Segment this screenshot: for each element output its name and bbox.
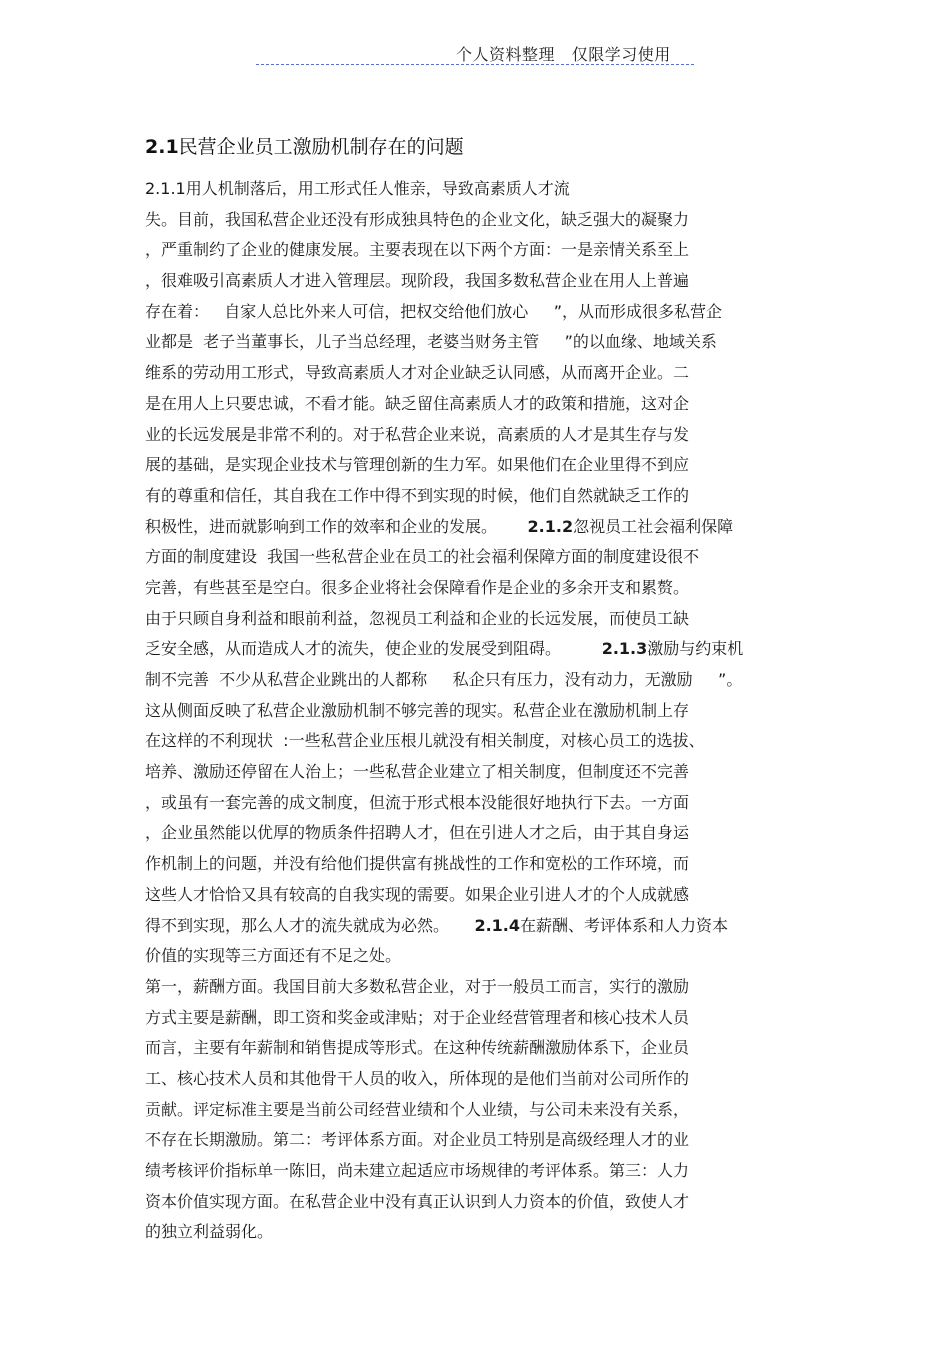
text-line: 价值的实现等三方面还有不足之处。 xyxy=(145,946,402,966)
text-line: 的独立利益弱化。 xyxy=(145,1222,274,1242)
text-line: ，很难吸引高素质人才进入管理层。现阶段，我国多数私营企业在用人上普遍 xyxy=(145,271,690,291)
text-line: 这从侧面反映了私营企业激励机制不够完善的现实。私营企业在激励机制上存 xyxy=(145,700,690,720)
document-body xyxy=(145,174,743,1248)
text-line: 绩考核评价指标单一陈旧，尚未建立起适应市场规律的考评体系。第三：人力 xyxy=(145,1161,690,1180)
text-line: 这些人才恰恰又具有较高的自我实现的需要。如果企业引进人才的个人成就感 xyxy=(145,884,690,904)
text-line: 存在着： 自家人总比外来人可信，把权交给他们放心 ”，从而形成很多私营企 xyxy=(145,301,722,321)
section-title xyxy=(145,132,464,159)
subsection-heading: 忽视员工社会福利保障 xyxy=(573,516,734,536)
text-line: ，严重制约了企业的健康发展。主要表现在以下两个方面：一是亲情关系至上 xyxy=(145,240,690,260)
text-line xyxy=(145,634,743,665)
text-line: 维系的劳动用工形式，导致高素质人才对企业缺乏认同感，从而离开企业。二 xyxy=(145,363,690,383)
text-line: 完善，有些甚至是空白。很多企业将社会保障看作是企业的多余开支和累赘。 xyxy=(145,577,690,597)
text-line: 工、核心技术人员和其他骨干人员的收入，所体现的是他们当前对公司所作的 xyxy=(145,1068,690,1088)
text-line: 由于只顾自身利益和眼前利益，忽视员工利益和企业的长远发展，而使员工缺 xyxy=(145,608,690,628)
text-line: 作机制上的问题，并没有给他们提供富有挑战性的工作和宽松的工作环境，而 xyxy=(145,854,690,874)
text-line: 第一，薪酬方面。我国目前大多数私营企业，对于一般员工而言，实行的激励 xyxy=(145,976,690,996)
text-line: 制不完善 不少从私营企业跳出的人都称 私企只有压力，没有动力，无激励 ”。 xyxy=(145,670,743,689)
header-divider xyxy=(256,64,694,65)
section-number: 2.1 xyxy=(145,136,179,158)
text-line: 有的尊重和信任，其自我在工作中得不到实现的时候，他们自然就缺乏工作的 xyxy=(145,485,690,505)
subsection-heading: 在薪酬、考评体系和人力资本 xyxy=(520,915,729,935)
section-title-text: 民营企业员工激励机制存在的问题 xyxy=(178,136,464,158)
text-line: 而言，主要有年薪制和销售提成等形式。在这种传统薪酬激励体系下，企业员 xyxy=(145,1038,690,1058)
text-line: 不存在长期激励。第二：考评体系方面。对企业员工特别是高级经理人才的业 xyxy=(145,1130,690,1150)
text-fragment: 积极性，进而就影响到工作的效率和企业的发展。 xyxy=(145,516,528,536)
subsection-number: 2.1.2 xyxy=(527,516,574,536)
text-line: ，企业虽然能以优厚的物质条件招聘人才，但在引进人才之后，由于其自身运 xyxy=(145,823,690,843)
text-line: 资本价值实现方面。在私营企业中没有真正认识到人力资本的价值，致使人才 xyxy=(145,1191,690,1211)
text-line: 业都是 老子当董事长，儿子当总经理，老婆当财务主管 ”的以血缘、地域关系 xyxy=(145,332,717,352)
text-line: 业的长远发展是非常不利的。对于私营企业来说，高素质的人才是其生存与发 xyxy=(145,424,690,444)
text-fragment: 得不到实现，那么人才的流失就成为必然。 xyxy=(145,915,475,935)
text-fragment: 乏安全感，从而造成人才的流失，使企业的发展受到阻碍。 xyxy=(145,639,602,659)
text-line: 2.1.1用人机制落后，用工形式任人惟亲，导致高素质人才流 xyxy=(145,179,570,198)
text-line: ，或虽有一套完善的成文制度，但流于形式根本没能很好地执行下去。一方面 xyxy=(145,792,690,812)
text-line: 方式主要是薪酬，即工资和奖金或津贴；对于企业经营管理者和核心技术人员 xyxy=(145,1007,690,1027)
page-header: 个人资料整理 仅限学习使用 xyxy=(456,45,671,64)
subsection-number: 2.1.3 xyxy=(601,639,648,659)
text-line: 展的基础，是实现企业技术与管理创新的生力军。如果他们在企业里得不到应 xyxy=(145,455,690,475)
text-line xyxy=(145,512,743,543)
subsection-heading: 激励与约束机 xyxy=(647,639,744,659)
subsection-number: 2.1.4 xyxy=(474,915,520,935)
text-line xyxy=(145,911,743,942)
text-line: 失。目前，我国私营企业还没有形成独具特色的企业文化，缺乏强大的凝聚力 xyxy=(145,209,690,229)
text-line: 贡献。评定标准主要是当前公司经营业绩和个人业绩，与公司未来没有关系， xyxy=(145,1099,690,1119)
text-line: 方面的制度建设 我国一些私营企业在员工的社会福利保障方面的制度建设很不 xyxy=(145,547,700,567)
text-line: 是在用人上只要忠诚，不看才能。缺乏留住高素质人才的政策和措施，这对企 xyxy=(145,393,690,413)
text-line: 培养、激励还停留在人治上；一些私营企业建立了相关制度，但制度还不完善 xyxy=(145,762,690,782)
text-line: 在这样的不利现状 :一些私营企业压根儿就没有相关制度，对核心员工的选拔、 xyxy=(145,731,705,751)
